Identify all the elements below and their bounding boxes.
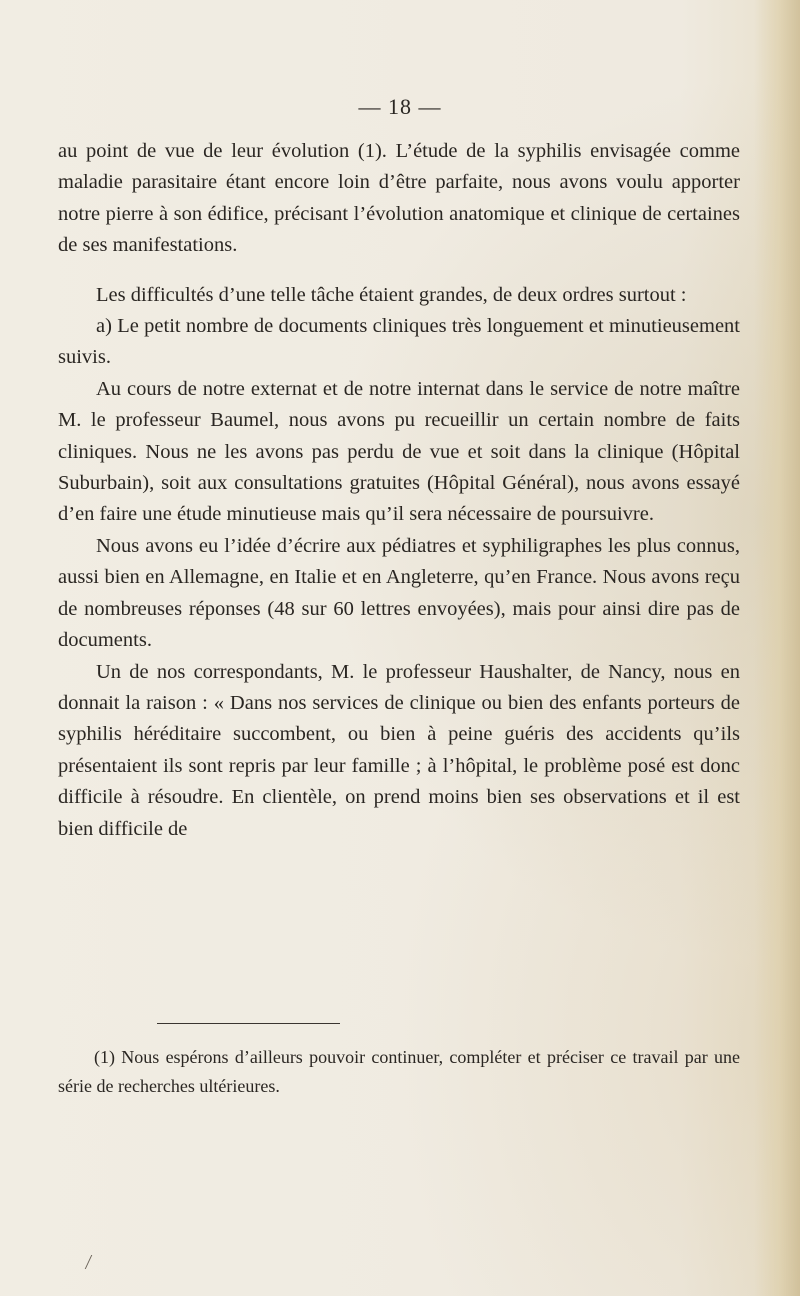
footnote-divider <box>157 1023 340 1024</box>
paragraph-5: Nous avons eu l’idée d’écrire aux pédiatres et syphiligraphes les plus connus, aussi bien en Allemagne, en Italie et en Angleterre, qu’en France. Nous avons reçu de nombreuses réponses (48 sur 60 lettres envoyées), mais pour ainsi dire pas de documents. <box>58 534 740 652</box>
paragraph-4: Au cours de notre externat et de notre internat dans le service de notre maître M. le professeur Baumel, nous avons pu recueillir un certain nombre de faits cliniques. Nous ne les avons pas perdu de vue et soit dans la clinique (Hôpital Suburbain), soit aux consultations gratuites (Hôpital Général), nous avons essayé d’en faire une étude minutieuse mais qu’il sera nécessaire de poursuivre. <box>58 377 740 526</box>
paragraph-1: au point de vue de leur évolution (1). L’étude de la syphilis envisagée comme maladie parasitaire étant encore loin d’être parfaite, nous avons voulu apporter notre pierre à son édifice, précisant l’évolution anatomique et clinique de certaines de ses manifestations. <box>58 140 740 257</box>
stray-pen-mark <box>85 1255 103 1269</box>
paragraph-2: Les difficultés d’une telle tâche étaient grandes, de deux ordres surtout : <box>96 283 687 306</box>
paragraph-6: Un de nos correspondants, M. le professeur Haushalter, de Nancy, nous en donnait la raison : « Dans nos services de clinique ou bien des enfants porteurs de syphilis héréditaire succombent, ou bien à peine guéris des accidents qu’ils présentaient ils sont repris par leur famille ; à l’hôpital, le problème posé est donc difficile à résoudre. En clientèle, on prend moins bien ses observations et il est bien difficile de <box>58 660 740 840</box>
paragraph-3: a) Le petit nombre de documents cliniques très longuement et minutieusement suivis. <box>58 315 740 369</box>
footnote <box>58 1043 740 1101</box>
footnote-text: (1) Nous espérons d’ailleurs pouvoir continuer, compléter et préciser ce travail par une série de recherches ultérieures. <box>58 1047 740 1096</box>
page-edge-shadow <box>754 0 800 1296</box>
body-text <box>58 136 740 845</box>
page-number: — 18 — <box>358 94 442 119</box>
